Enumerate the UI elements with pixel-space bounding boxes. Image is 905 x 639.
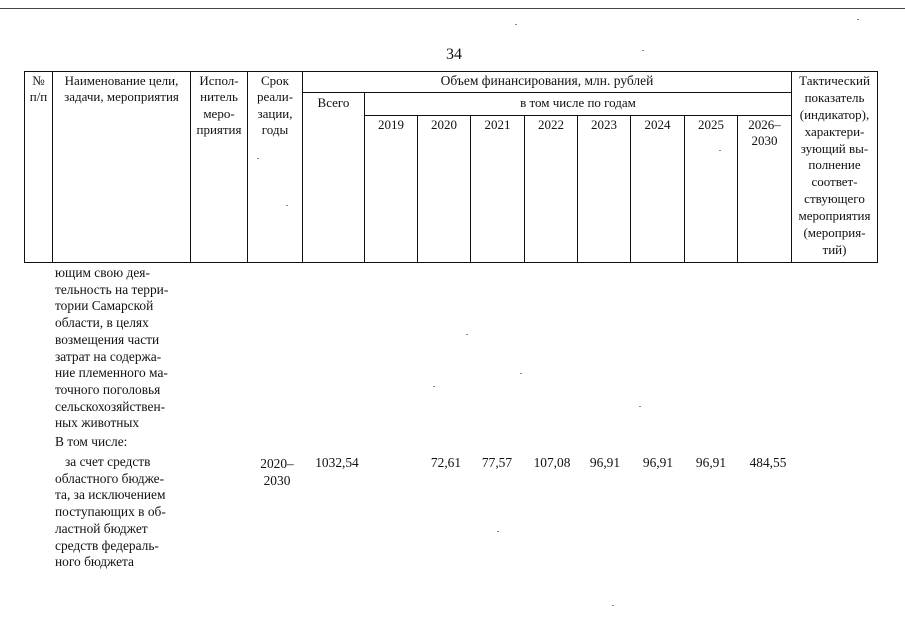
sub-row-value: 96,91 [589,455,621,470]
sub-row-term: 2020–2030 [260,456,294,488]
sub-row-line: та, за исключением [55,487,166,503]
sub-row-name [55,454,187,571]
measure-description [55,265,187,432]
sub-row-value: 107,08 [533,455,571,470]
year-header: 2024 [631,116,685,263]
year-header: 2020 [418,116,471,263]
col-name-header: Наименование цели, задачи, мероприятия [53,72,191,263]
page-number: 34 [446,46,462,63]
description-line: тории Самарской [55,298,154,314]
description-line: точного поголовья [55,381,161,397]
sub-row-line: ластной бюджет [55,520,148,536]
description-line: ющим свою дея- [55,265,150,280]
sub-row-line: ного бюджета [55,554,134,570]
col-total-header: Всего [303,93,365,263]
header-table [24,71,878,263]
financing-header: Объем финансирования, млн. рублей [303,72,792,93]
description-line: области, в целях [55,315,149,331]
year-header: 2025 [685,116,738,263]
sub-row-value: 72,61 [430,455,462,470]
sub-row-value: 484,55 [749,455,787,470]
col-executor-header: Испол-нитель меро-приятия [191,72,248,263]
description-line: возмещения части [55,331,160,347]
description-line: ных животных [55,415,140,431]
col-term-header: Срок реали-зации, годы [248,72,303,263]
sub-row-line: средств федераль- [55,537,159,553]
sub-row-value: 96,91 [695,455,727,470]
sub-row-line: поступающих в об- [55,504,166,520]
year-header: 2019 [365,116,418,263]
sub-row-value: 96,91 [642,455,674,470]
description-line: ние племенного ма- [55,365,168,381]
col-indicator-header: Тактический показатель (индикатор), характери-зующий вы-полнение соответ-ствующего мероприятия (мероприя-тий) [792,72,878,263]
year-header: 2023 [578,116,631,263]
including-label: В том числе: [55,434,128,449]
by-years-header: в том числе по годам [365,93,792,116]
year-header: 2026–2030 [738,116,792,263]
description-line: сельскохозяйствен- [55,398,166,414]
description-line: тельность на терри- [55,281,169,297]
sub-row-line: за счет средств [65,454,151,469]
description-line: затрат на содержа- [55,348,162,364]
sub-row-total: 1032,54 [315,455,359,470]
sub-row-line: областного бюдже- [55,470,165,486]
year-header: 2022 [525,116,578,263]
sub-row-value: 77,57 [481,455,513,470]
col-number-header: № п/п [25,72,53,263]
scan-border-line [0,8,905,9]
year-header: 2021 [471,116,525,263]
